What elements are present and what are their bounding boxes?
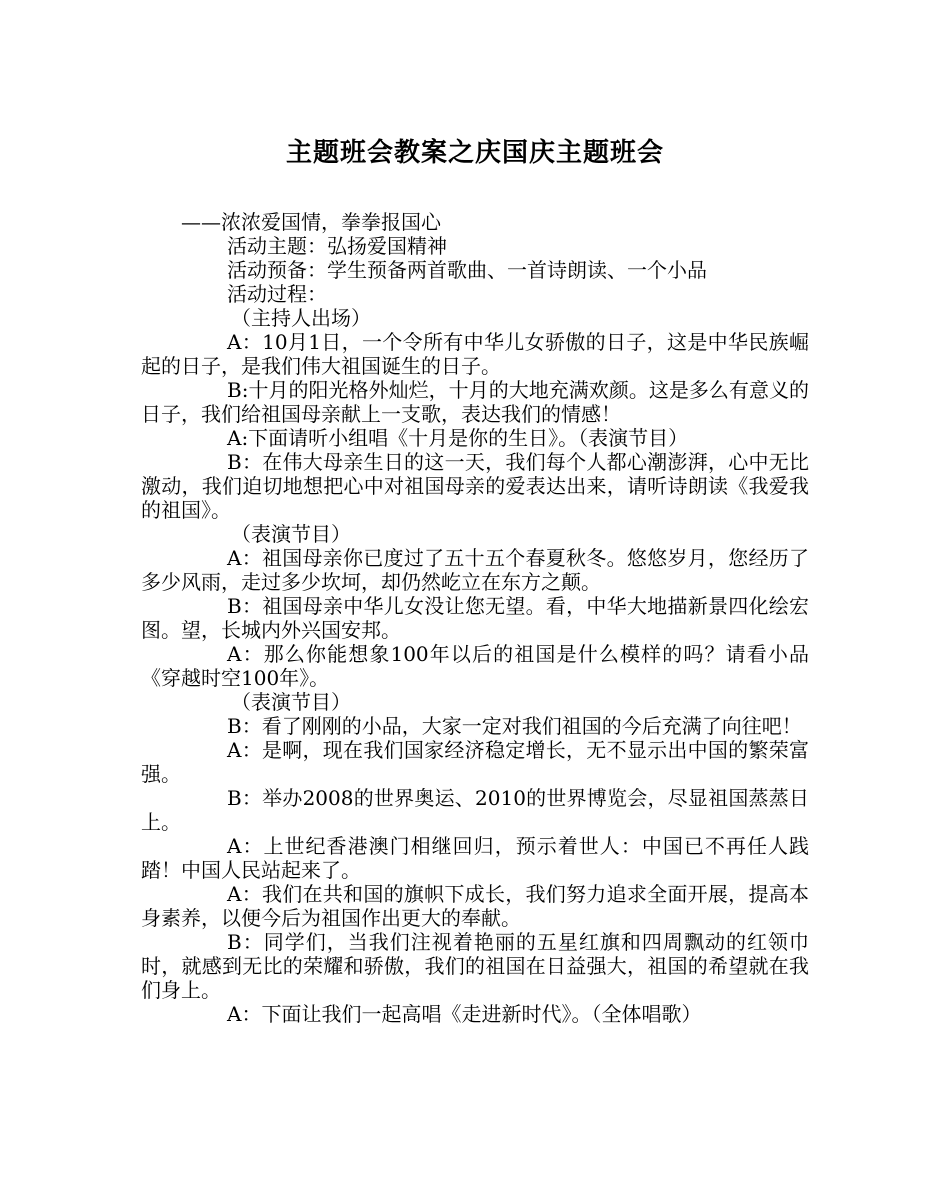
document-title: 主题班会教案之庆国庆主题班会 <box>285 138 664 168</box>
dialogue-paragraph: A：10月1日，一个令所有中华儿女骄傲的日子，这是中华民族崛起的日子，是我们伟大祖国诞生的日子。 <box>141 330 809 378</box>
dialogue-paragraph: B：举办2008的世界奥运、2010的世界博览会，尽显祖国蒸蒸日上。 <box>141 786 809 834</box>
dialogue-paragraph: A:下面请听小组唱《十月是你的生日》。（表演节目） <box>227 426 689 450</box>
paragraph-process: 活动过程： <box>227 282 327 306</box>
dialogue-paragraph: A：祖国母亲你已度过了五十五个春夏秋冬。悠悠岁月，您经历了多少风雨，走过多少坎坷，却仍然屹立在东方之颠。 <box>141 546 809 594</box>
stage-direction: （主持人出场） <box>231 306 371 330</box>
dialogue-paragraph: A：我们在共和国的旗帜下成长，我们努力追求全面开展，提高本身素养，以便今后为祖国作出更大的奉献。 <box>141 882 809 930</box>
dialogue-paragraph: B：祖国母亲中华儿女没让您无望。看，中华大地描新景四化绘宏图。望，长城内外兴国安邦。 <box>141 594 809 642</box>
stage-direction: （表演节目） <box>231 522 351 546</box>
stage-direction: （表演节目） <box>231 690 351 714</box>
paragraph-preparation: 活动预备：学生预备两首歌曲、一首诗朗读、一个小品 <box>227 258 707 282</box>
paragraph-theme: 活动主题：弘扬爱国精神 <box>227 234 447 258</box>
dialogue-paragraph: A：下面让我们一起高唱《走进新时代》。（全体唱歌） <box>227 1002 702 1026</box>
dialogue-paragraph: A：上世纪香港澳门相继回归，预示着世人：中国已不再任人践踏！中国人民站起来了。 <box>141 834 809 882</box>
dialogue-paragraph: A：是啊，现在我们国家经济稳定增长，无不显示出中国的繁荣富强。 <box>141 738 809 786</box>
subtitle: ——浓浓爱国情，拳拳报国心 <box>181 210 441 234</box>
dialogue-paragraph: A：那么你能想象100年以后的祖国是什么模样的吗？请看小品《穿越时空100年》。 <box>141 642 809 690</box>
dialogue-paragraph: B：同学们，当我们注视着艳丽的五星红旗和四周飘动的红领巾时，就感到无比的荣耀和骄傲，我们的祖国在日益强大，祖国的希望就在我们身上。 <box>141 930 809 1002</box>
dialogue-paragraph: B：在伟大母亲生日的这一天，我们每个人都心潮澎湃，心中无比激动，我们迫切地想把心中对祖国母亲的爱表达出来，请听诗朗读《我爱我的祖国》。 <box>141 450 809 522</box>
dialogue-paragraph: B:十月的阳光格外灿烂，十月的大地充满欢颜。这是多么有意义的日子，我们给祖国母亲献上一支歌，表达我们的情感！ <box>141 378 809 426</box>
dialogue-paragraph: B：看了刚刚的小品，大家一定对我们祖国的今后充满了向往吧！ <box>227 714 802 738</box>
document-body <box>141 210 809 1026</box>
